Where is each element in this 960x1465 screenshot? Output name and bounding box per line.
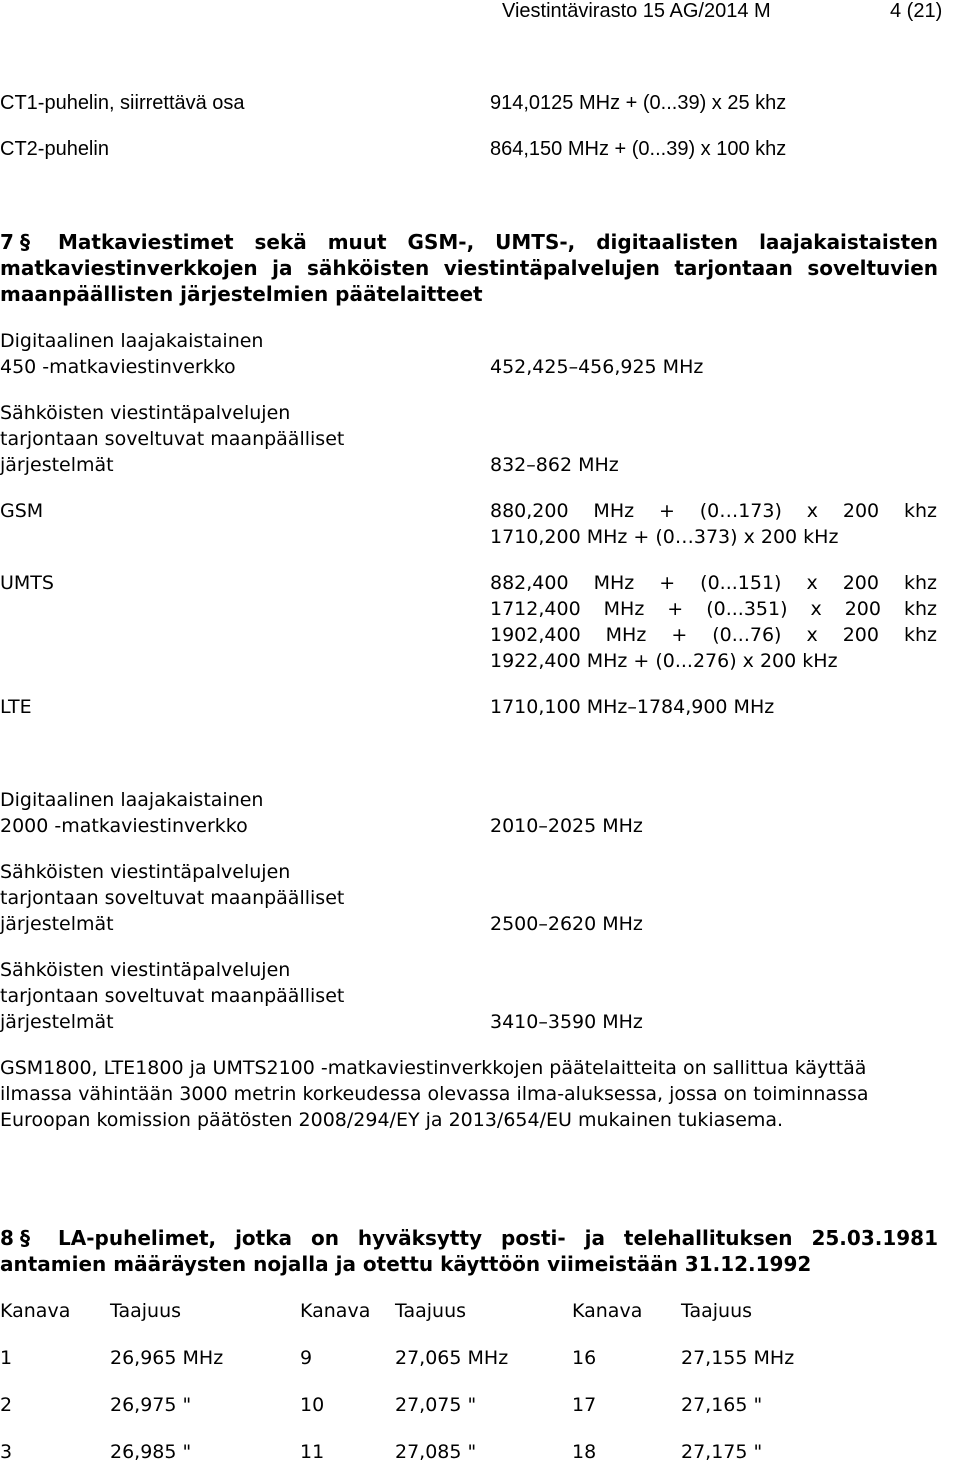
section-8-title: LA-puhelimet, jotka on hyväksytty posti- ja telehallituksen 25.03.1981 antamien määräysten nojalla ja otettu käyttöön viimeistään 31.12.1992	[0, 1226, 938, 1276]
table-cell: 27,175 "	[681, 1441, 763, 1463]
ecs3-label-line1: Sähköisten viestintäpalvelujen	[0, 959, 291, 981]
page-number: 4 (21)	[890, 0, 943, 22]
ecs3-value: 3410–3590 MHz	[490, 1011, 643, 1033]
ecs3-label-line2: tarjontaan soveltuvat maanpäälliset	[0, 985, 345, 1007]
net2000-label-line1: Digitaalinen laajakaistainen	[0, 789, 264, 811]
table-cell: 27,065 MHz	[395, 1347, 509, 1369]
section-7-symbol: §	[20, 230, 30, 254]
table-header-kanava-2: Kanava	[300, 1300, 371, 1322]
net2000-label-line2: 2000 -matkaviestinverkko	[0, 815, 248, 837]
table-cell: 26,965 MHz	[110, 1347, 224, 1369]
section-8-heading	[0, 1225, 938, 1277]
ecs3-label-line3: järjestelmät	[0, 1011, 114, 1033]
umts-label: UMTS	[0, 572, 54, 594]
ct1-label: CT1-puhelin, siirrettävä osa	[0, 92, 245, 114]
gsm-value-2: 1710,200 MHz + (0…373) x 200 kHz	[490, 526, 839, 548]
gsm-value-1: 880,200 MHz + (0…173) x 200 khz	[490, 500, 937, 522]
net450-label-line1: Digitaalinen laajakaistainen	[0, 330, 264, 352]
table-cell: 16	[572, 1347, 597, 1369]
umts-value-2: 1712,400 MHz + (0...351) x 200 khz	[490, 598, 937, 620]
table-header-taajuus-2: Taajuus	[395, 1300, 467, 1322]
ct2-value: 864,150 MHz + (0...39) x 100 khz	[490, 138, 787, 160]
table-cell: 17	[572, 1394, 597, 1416]
gsm-aircraft-note: GSM1800, LTE1800 ja UMTS2100 -matkaviestinverkkojen päätelaitteita on sallittua käyttää ilmassa vähintään 3000 metrin korkeudessa olevassa ilma-aluksessa, jossa on toiminnassa Euroopan komission päätösten 2008/294/EY ja 2013/654/EU mukainen tukiasema.	[0, 1057, 869, 1131]
ct1-value: 914,0125 MHz + (0...39) x 25 khz	[490, 92, 787, 114]
table-cell: 10	[300, 1394, 325, 1416]
table-cell: 27,075 "	[395, 1394, 477, 1416]
table-header-taajuus-1: Taajuus	[110, 1300, 182, 1322]
section-7-title: Matkaviestimet sekä muut GSM-, UMTS-, digitaalisten laajakaistaisten matkaviestinverkkojen ja sähköisten viestintäpalvelujen tarjontaan soveltuvien maanpäällisten järjestelmien päätelaitteet	[0, 230, 938, 306]
table-cell: 27,085 "	[395, 1441, 477, 1463]
table-cell: 26,985 "	[110, 1441, 192, 1463]
ecs2-label-line1: Sähköisten viestintäpalvelujen	[0, 861, 291, 883]
table-cell: 9	[300, 1347, 313, 1369]
page-header-title: Viestintävirasto 15 AG/2014 M	[502, 0, 771, 22]
table-header-taajuus-3: Taajuus	[681, 1300, 753, 1322]
table-cell: 2	[0, 1394, 13, 1416]
table-cell: 18	[572, 1441, 597, 1463]
table-cell: 3	[0, 1441, 13, 1463]
net450-value: 452,425–456,925 MHz	[490, 356, 704, 378]
ecs1-label-line2: tarjontaan soveltuvat maanpäälliset	[0, 428, 345, 450]
table-cell: 26,975 "	[110, 1394, 192, 1416]
table-header-kanava-3: Kanava	[572, 1300, 643, 1322]
table-cell: 27,155 MHz	[681, 1347, 795, 1369]
ecs2-label-line3: järjestelmät	[0, 913, 114, 935]
ecs1-label-line3: järjestelmät	[0, 454, 114, 476]
net2000-value: 2010–2025 MHz	[490, 815, 643, 837]
umts-value-3: 1902,400 MHz + (0...76) x 200 khz	[490, 624, 937, 646]
umts-value-1: 882,400 MHz + (0...151) x 200 khz	[490, 572, 937, 594]
lte-label: LTE	[0, 696, 32, 718]
table-cell: 27,165 "	[681, 1394, 763, 1416]
ecs2-label-line2: tarjontaan soveltuvat maanpäälliset	[0, 887, 345, 909]
ecs1-value: 832–862 MHz	[490, 454, 619, 476]
table-header-kanava-1: Kanava	[0, 1300, 71, 1322]
ecs2-value: 2500–2620 MHz	[490, 913, 643, 935]
section-7-heading	[0, 229, 938, 307]
ct2-label: CT2-puhelin	[0, 138, 109, 160]
table-cell: 11	[300, 1441, 325, 1463]
lte-value: 1710,100 MHz–1784,900 MHz	[490, 696, 775, 718]
umts-value-4: 1922,400 MHz + (0...276) x 200 kHz	[490, 650, 838, 672]
gsm-label: GSM	[0, 500, 44, 522]
table-cell: 1	[0, 1347, 13, 1369]
section-8-number: 8	[0, 1226, 14, 1250]
section-8-symbol: §	[20, 1226, 30, 1250]
ecs1-label-line1: Sähköisten viestintäpalvelujen	[0, 402, 291, 424]
net450-label-line2: 450 -matkaviestinverkko	[0, 356, 236, 378]
section-7-number: 7	[0, 230, 14, 254]
